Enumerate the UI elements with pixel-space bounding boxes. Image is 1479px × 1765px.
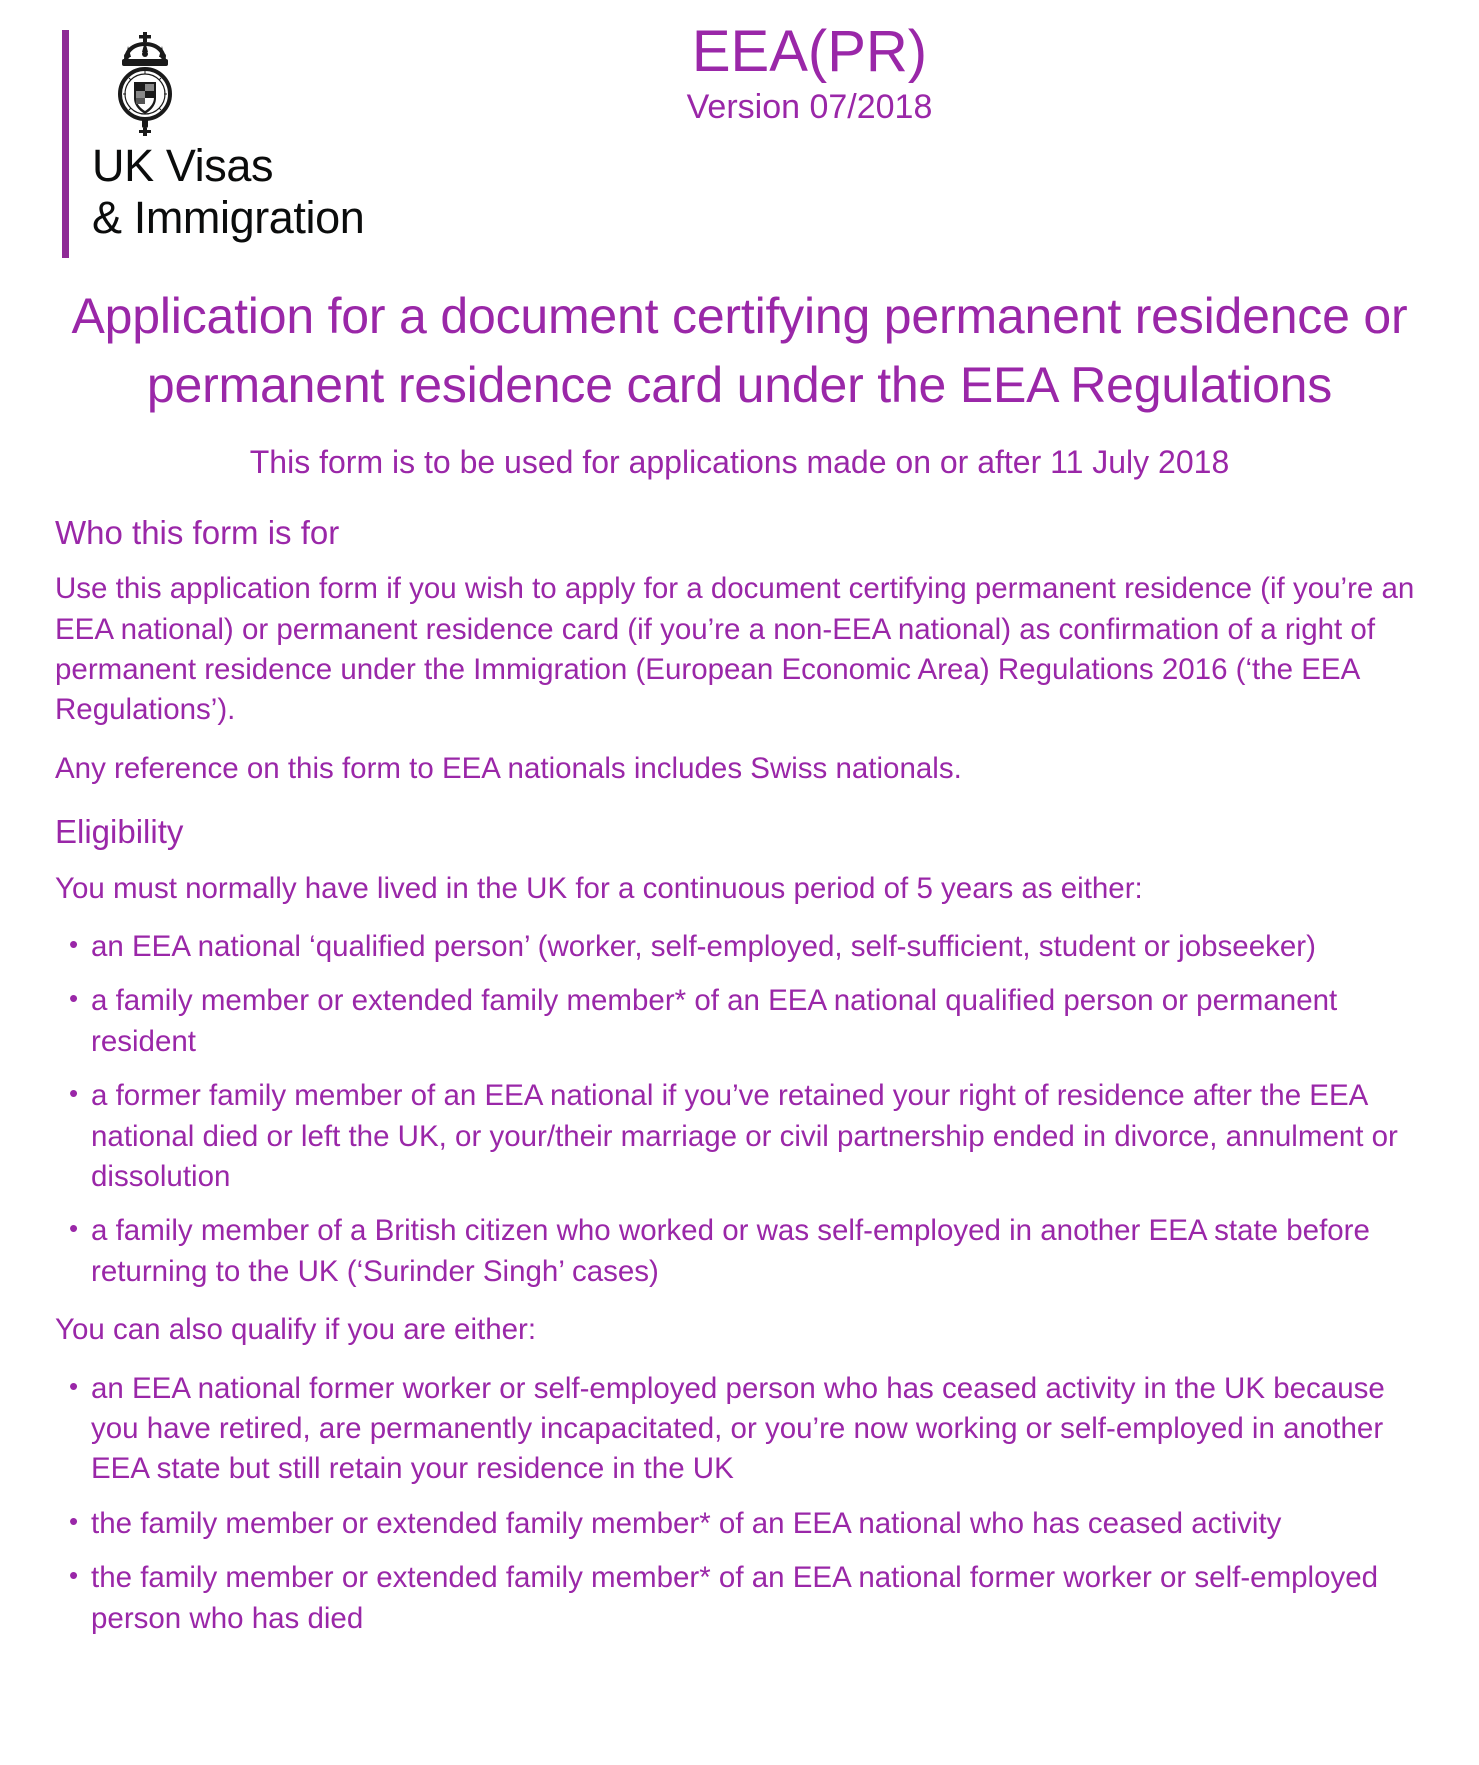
form-version: Version 07/2018 xyxy=(686,88,933,127)
list-item: • a family member of a British citizen who worked or was self-employed in another EEA state before returning to the UK (‘Surinder Singh’ cases) xyxy=(55,1211,1427,1292)
eligibility-bullet-list xyxy=(55,927,1427,1292)
logo-text-line1: UK Visas xyxy=(92,140,274,191)
list-item: • an EEA national ‘qualified person’ (worker, self-employed, self-sufficient, student or jobseeker) xyxy=(55,927,1427,967)
eligibility-intro-secondary: You can also qualify if you are either: xyxy=(55,1313,537,1347)
list-item: • the family member or extended family member* of an EEA national former worker or self-employed person who has died xyxy=(55,1558,1427,1639)
page-header xyxy=(0,0,1479,272)
page-title: Application for a document certifying permanent residence or permanent residence card under the EEA Regulations xyxy=(71,288,1408,413)
section-heading-eligibility: Eligibility xyxy=(55,813,184,851)
eligibility-bullet-list-secondary xyxy=(55,1369,1427,1639)
page-subtitle: This form is to be used for applications made on or after 11 July 2018 xyxy=(249,444,1230,480)
list-item: • an EEA national former worker or self-employed person who has ceased activity in the UK because you have retired, are permanently incapacitated, or you’re now working or self-employed in another EEA state but still retain your residence in the UK xyxy=(55,1369,1427,1490)
list-item: • a family member or extended family member* of an EEA national qualified person or permanent resident xyxy=(55,981,1427,1062)
form-code-block xyxy=(0,19,1479,129)
who-this-form-is-for-paragraph-2: Any reference on this form to EEA nationals includes Swiss nationals. xyxy=(55,751,962,785)
logo-text-line2: & Immigration xyxy=(92,192,365,244)
section-heading-who-this-form-is-for: Who this form is for xyxy=(55,514,340,551)
list-item: • the family member or extended family member* of an EEA national who has ceased activity xyxy=(55,1504,1427,1544)
list-item: • a former family member of an EEA national if you’ve retained your right of residence after the EEA national died or left the UK, or your/their marriage or civil partnership ended in divorce, annulment or dissolution xyxy=(55,1076,1427,1197)
form-code: EEA(PR) xyxy=(691,19,928,84)
document-content xyxy=(0,512,1479,1639)
who-this-form-is-for-paragraph-1: Use this application form if you wish to apply for a document certifying permanent residence (if you’re an EEA national) or permanent residence card (if you’re a non-EEA national) as confirmation of a right of permanent residence under the Immigration (European Economic Area) Regulations 2016 (‘the EEA Regulations’). xyxy=(55,572,1415,727)
eligibility-intro: You must normally have lived in the UK for a continuous period of 5 years as either: xyxy=(55,871,1143,905)
